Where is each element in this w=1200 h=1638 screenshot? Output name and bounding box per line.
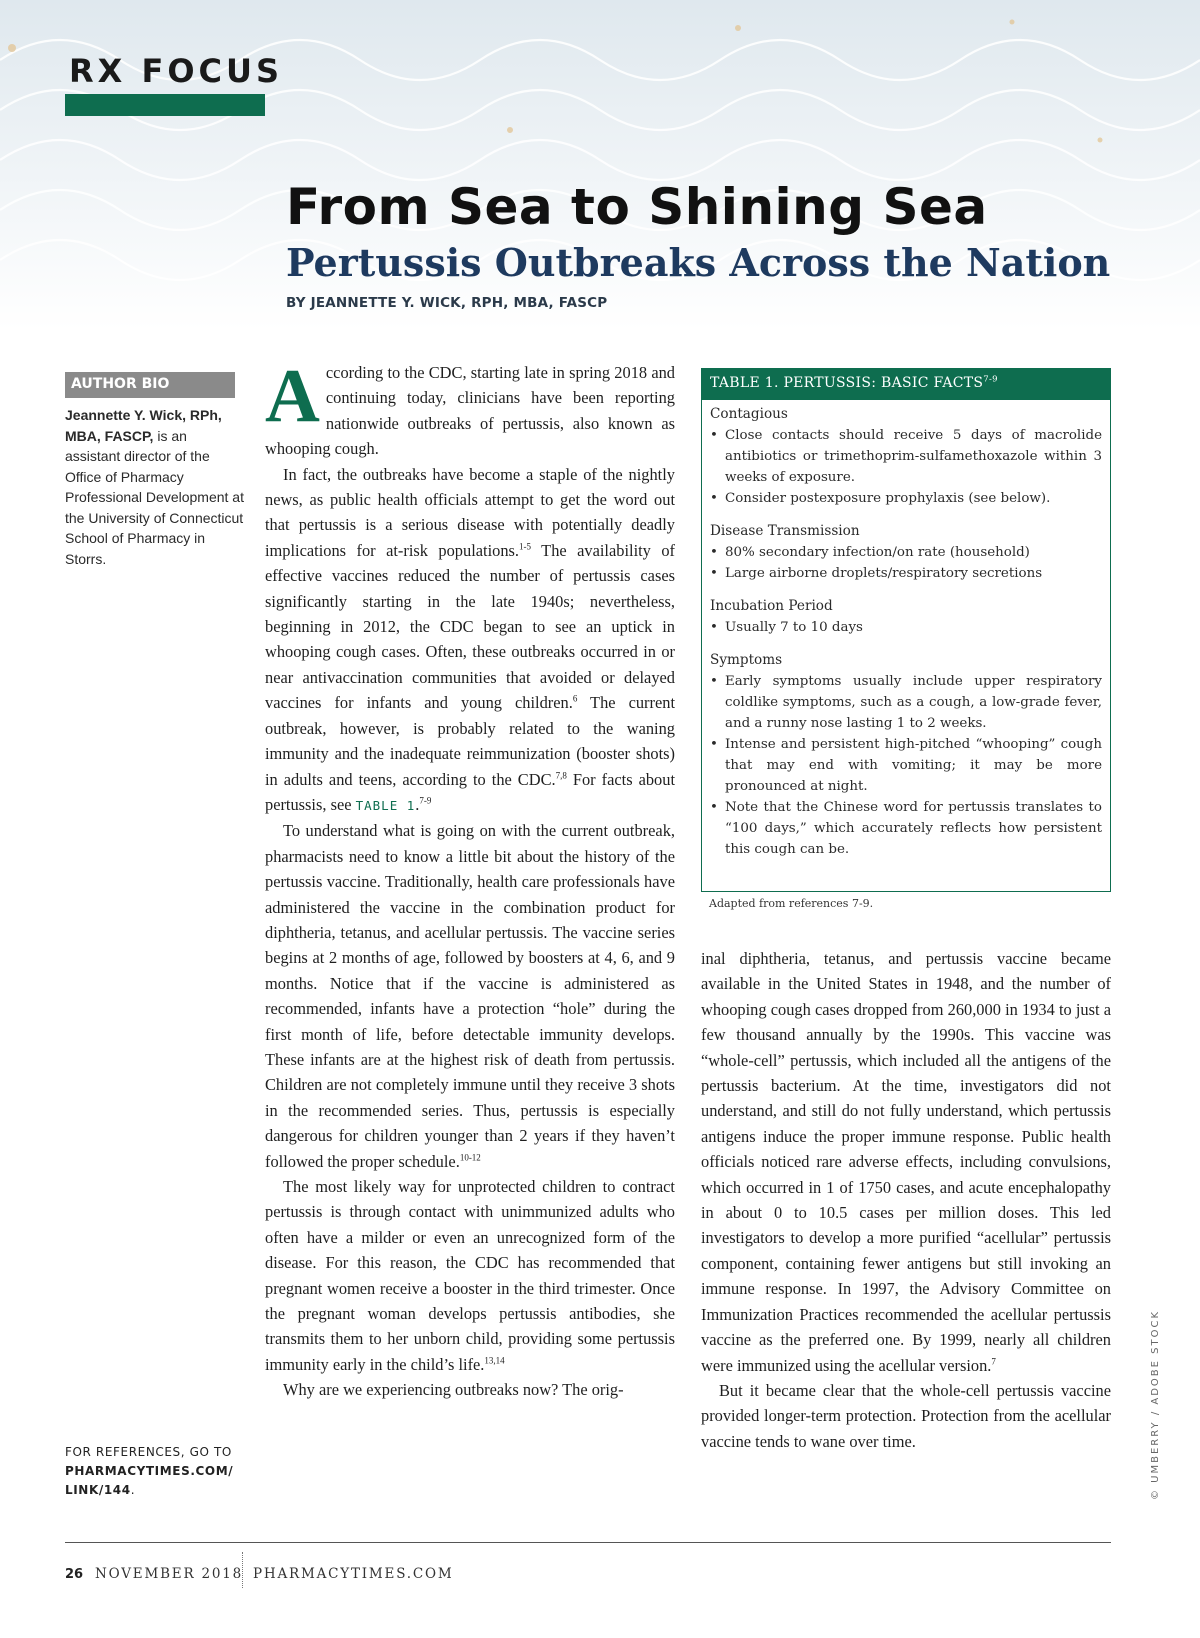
table-1-bullet: • Large airborne droplets/respiratory secretions (710, 563, 1102, 584)
table-1-title: TABLE 1. PERTUSSIS: BASIC FACTS$^{7-9}$ (702, 369, 1110, 400)
article-title: From Sea to Shining Sea (286, 178, 988, 236)
references-link[interactable]: PHARMACYTIMES.COM/ LINK/144 (65, 1464, 234, 1497)
publication-site[interactable]: PHARMACYTIMES.COM (253, 1566, 454, 1582)
table-1-bullet: • 80% secondary infection/on rate (household) (710, 542, 1102, 563)
table-1-source-note: Adapted from references 7-9. (709, 897, 874, 910)
table-1-bullet: • Note that the Chinese word for pertussis translates to “100 days,” which accurately reflects how persistent this cough can be. (710, 797, 1102, 860)
footer-rule (65, 1542, 1111, 1543)
table-1-body (702, 400, 1110, 860)
table-1-bullet: • Close contacts should receive 5 days of macrolide antibiotics or trimethoprim-sulfamethoxazole within 3 weeks of exposure. (710, 425, 1102, 488)
article-subtitle: Pertussis Outbreaks Across the Nation (286, 240, 1111, 285)
paragraph-6: But it became clear that the whole-cell pertussis vaccine provided longer-term protection. Protection from the acellular vaccine tends to wane over time. (701, 1380, 1111, 1451)
table-1-bullet-list (710, 542, 1102, 584)
paragraph-3: To understand what is going on with the current outbreak, pharmacists need to know a little bit about the history of the pertussis vaccine. Traditionally, health care professionals have administered the vaccine in the combination product for diphtheria, tetanus, and acellular pertussis. The vaccine series begins at 2 months of age, followed by boosters at 4, 6, and 9 months. Notice that if the vaccine is administered as recommended, infants have a protection “hole” during the first month of life, before detectable immunity develops. These infants are at the highest risk of death from pertussis. Children are not completely immune until they receive 3 shots in the recommended series. Thus, pertussis is especially dangerous for children younger than 2 years if they haven’t followed the proper schedule.$^{10-12}$ (265, 821, 675, 1171)
byline: BY JEANNETTE Y. WICK, RPH, MBA, FASCP (286, 295, 608, 311)
table-1-bullet: • Consider postexposure prophylaxis (see below). (710, 488, 1102, 509)
section-label: RX FOCUS (69, 52, 284, 90)
table-1-section (710, 596, 1102, 638)
author-name: Jeannette Y. Wick, RPh, MBA, FASCP, (65, 407, 222, 444)
table-1-bullet-list (710, 425, 1102, 509)
table-1-bullet-list (710, 617, 1102, 638)
table-1-section (710, 650, 1102, 860)
table-1-section-heading: Disease Transmission (710, 523, 860, 539)
table-1 (701, 368, 1111, 892)
table-1-reference-link[interactable]: TABLE 1 (355, 797, 416, 813)
table-1-section (710, 521, 1102, 584)
section-accent-bar (65, 94, 265, 116)
drop-cap: A (265, 354, 320, 438)
references-suffix: . (130, 1483, 136, 1497)
table-1-bullet: • Early symptoms usually include upper respiratory coldlike symptoms, such as a cough, a low-grade fever, and a runny nose lasting 1 to 2 weeks. (710, 671, 1102, 734)
page-number: 26 (65, 1567, 84, 1582)
paragraph-5: Why are we experiencing outbreaks now? The orig- (283, 1380, 624, 1400)
table-1-section-heading: Contagious (710, 406, 788, 422)
paragraph-4: The most likely way for unprotected children to contract pertussis is through contact with unimmunized adults who often have a milder or even an unrecognized form of the disease. For this reason, the CDC has recommended that pregnant women receive a booster in the third trimester. Once the pregnant woman develops pertussis antibodies, she transmits them to her unborn child, providing some pertussis immunity early in the child’s life.$^{13,14}$ (265, 1177, 675, 1374)
table-1-section-heading: Incubation Period (710, 598, 833, 614)
table-1-section-heading: Symptoms (710, 652, 783, 668)
references-note (65, 1443, 255, 1500)
table-1-section (710, 404, 1102, 509)
paragraph-5-continued: inal diphtheria, tetanus, and pertussis vaccine became available in the United States in 1948, and the number of whooping cough cases dropped from 260,000 in 1934 to just a few thousand annually by the 1990s. This vaccine was “whole-cell” pertussis, which included all the antigens of the pertussis bacterium. At the time, investigators did not understand, and still do not fully understand, which pertussis antigens induce the proper immune response. Public health officials noticed rare adverse effects, including convulsions, which occurred in 1 of 1750 cases, and acute encephalopathy in about 0 to 10.5 cases per million doses. This led investigators to develop a more purified “acellular” pertussis component, containing fewer antigens but still invoking an immune response. In 1997, the Advisory Committee on Immunization Practices recommended the acellular pertussis vaccine as the preferred one. By 1999, nearly all children were immunized using the acellular version.$^7$ (701, 949, 1111, 1375)
photo-credit: © UMBERRY / ADOBE STOCK (1150, 1309, 1161, 1500)
paragraph-1: According to the CDC, starting late in spring 2018 and continuing today, clinicians have been reporting nationwide outbreaks of pertussis, also known as whooping cough. (265, 354, 675, 459)
references-prefix: FOR REFERENCES, GO TO (65, 1445, 232, 1459)
paragraph-2: In fact, the outbreaks have become a staple of the nightly news, as public health officials attempt to get the word out that pertussis is a serious disease with potentially deadly implications for at-risk populations.$^{1-5}$ The availability of effective vaccines reduced the number of pertussis cases significantly starting in the late 1940s; nevertheless, beginning in 2012, the CDC began to see an uptick in whooping cough cases. Often, these outbreaks occurred in or near antivaccination communities that avoided or delayed vaccines for infants and young children.$^6$ The current outbreak, however, is probably related to the waning immunity and the inadequate reimmunization (booster shots) in adults and teens, according to the CDC.$^{7,8}$ For facts about pertussis, see TABLE 1.$^{7-9}$ (265, 464, 675, 814)
author-bio-heading: AUTHOR BIO (65, 372, 235, 398)
table-1-bullet: • Usually 7 to 10 days (710, 617, 1102, 638)
table-1-bullet: • Intense and persistent high-pitched “whooping” cough that may end with vomiting; it may be more pronounced at night. (710, 734, 1102, 797)
issue-date: NOVEMBER 2018 (95, 1566, 244, 1582)
author-bio (65, 405, 245, 569)
table-1-bullet-list (710, 671, 1102, 860)
author-bio-text: is an assistant director of the Office of Pharmacy Professional Development at the University of Connecticut School of Pharmacy in Storrs. (65, 427, 244, 567)
article-column-2 (701, 946, 1111, 1454)
article-column-1 (265, 354, 675, 1403)
